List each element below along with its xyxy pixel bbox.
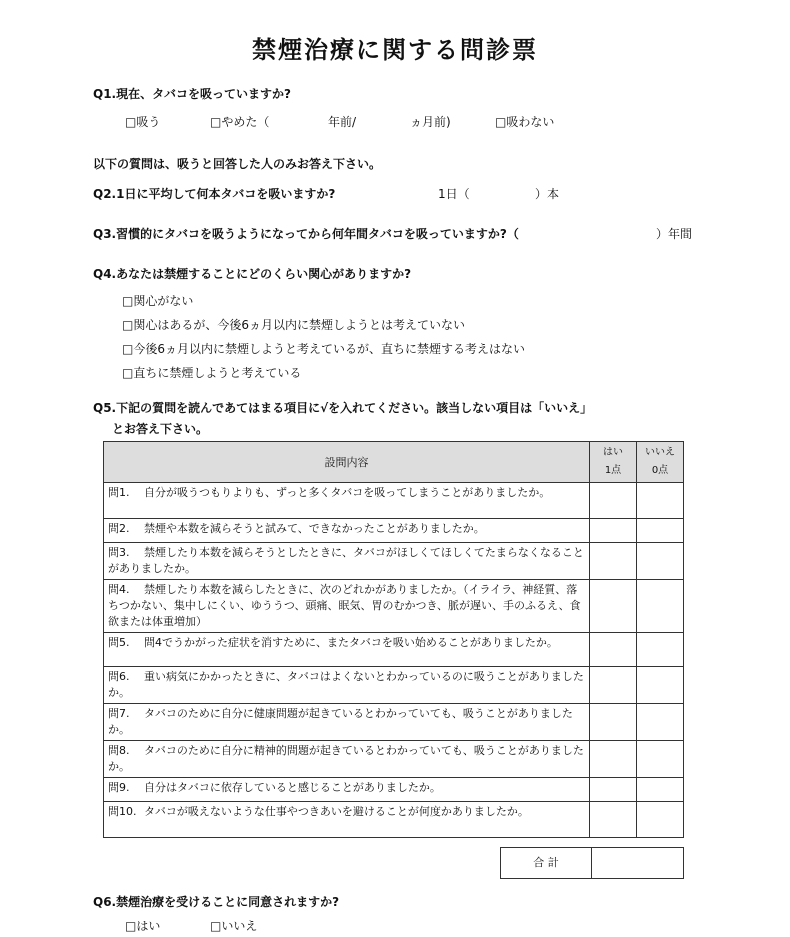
header-no: いいえ 0点 [637,442,684,483]
q4-option-4[interactable]: □ 直ちに禁煙しようと考えている [122,364,301,381]
q4-option-1[interactable]: □ 関心がない [122,292,193,309]
q6-option-no[interactable]: □ いいえ [210,917,257,934]
answer-yes-cell[interactable] [590,704,637,741]
page-title: 禁煙治療に関する問診票 [252,36,538,64]
answer-yes-cell[interactable] [590,580,637,633]
total-value-cell[interactable] [590,847,684,879]
question-text: 禁煙したり本数を減らしたときに、次のどれかがありましたか。（イライラ、神経質、落ちつかない、集中しにくい、ゆううつ、頭痛、眠気、胃のむかつき、脈が遅い、手のふるえ、食欲または体重増加） [108,583,581,628]
q4-question: Q4.あなたは禁煙することにどのくらい関心がありますか? [93,267,412,281]
answer-no-cell[interactable] [637,667,684,704]
q5-question-line1: Q5.下記の質問を読んであてはまる項目に√を入れてください。該当しない項目は「いいえ」 [93,401,593,415]
question-number: 問7. [108,707,130,720]
question-cell [104,741,590,778]
q1-months-ago: ヵ月前) [410,115,451,129]
answer-yes-cell[interactable] [590,483,637,519]
answer-no-cell[interactable] [637,519,684,543]
answer-yes-cell[interactable] [590,667,637,704]
answer-no-cell[interactable] [637,802,684,838]
question-text: 自分が吸うつもりよりも、ずっと多くタバコを吸ってしまうことがありましたか。 [144,486,551,499]
q2-question: Q2.1日に平均して何本タバコを吸いますか? [93,187,336,201]
table-row [104,483,684,519]
q2-answer-prefix: 1日（ [438,187,470,201]
answer-no-cell[interactable] [637,633,684,667]
q1-option-nonsmoker[interactable]: □ 吸わない [495,113,554,130]
question-text: 禁煙したり本数を減らそうとしたときに、タバコがほしくてほしくてたまらなくなることがありましたか。 [108,546,584,575]
answer-yes-cell[interactable] [590,519,637,543]
question-number: 問4. [108,583,130,596]
question-text: 問4でうかがった症状を消すために、またタバコを吸い始めることがありましたか。 [144,636,558,649]
question-text: 重い病気にかかったときに、タバコはよくないとわかっているのに吸うことがありましたか。 [108,670,584,699]
table-row [104,633,684,667]
answer-no-cell[interactable] [637,741,684,778]
table-row [104,802,684,838]
question-number: 問5. [108,636,130,649]
question-number: 問10. [108,805,137,818]
q6-option-yes[interactable]: □ はい [125,917,160,934]
question-number: 問6. [108,670,130,683]
question-cell [104,802,590,838]
answer-yes-cell[interactable] [590,802,637,838]
answer-yes-cell[interactable] [590,778,637,802]
table-row [104,778,684,802]
answer-no-cell[interactable] [637,778,684,802]
q4-option-3[interactable]: □ 今後6ヵ月以内に禁煙しようと考えているが、直ちに禁煙する考えはない [122,340,525,357]
smoker-note: 以下の質問は、吸うと回答した人のみお答え下さい。 [93,157,382,171]
q4-option-2[interactable]: □ 関心はあるが、今後6ヵ月以内に禁煙しようとは考えていない [122,316,465,333]
table-row [104,667,684,704]
question-cell [104,704,590,741]
question-text: タバコのために自分に健康問題が起きているとわかっていても、吸うことがありましたか。 [108,707,573,736]
question-text: 自分はタバコに依存していると感じることがありましたか。 [144,781,441,794]
header-content: 設問内容 [104,442,590,483]
q3-question: Q3.習慣的にタバコを吸うようになってから何年間タバコを吸っていますか?（ [93,227,519,241]
q2-answer-suffix: ）本 [535,187,560,201]
question-text: 禁煙や本数を減らそうと試みて、できなかったことがありましたか。 [144,522,485,535]
q1-option-quit[interactable]: □ やめた（ [210,113,269,130]
answer-yes-cell[interactable] [590,633,637,667]
answer-no-cell[interactable] [637,580,684,633]
question-cell [104,483,590,519]
table-header-row [104,442,684,483]
question-cell [104,633,590,667]
header-yes: はい 1点 [590,442,637,483]
q3-answer-suffix: ）年間 [656,227,693,241]
answer-no-cell[interactable] [637,704,684,741]
q5-table [103,441,684,838]
answer-no-cell[interactable] [637,483,684,519]
answer-yes-cell[interactable] [590,741,637,778]
table-row [104,519,684,543]
question-cell [104,667,590,704]
question-cell [104,543,590,580]
table-row [104,543,684,580]
answer-yes-cell[interactable] [590,543,637,580]
table-row [104,580,684,633]
question-text: タバコのために自分に精神的問題が起きているとわかっていても、吸うことがありましたか。 [108,744,584,773]
question-text: タバコが吸えないような仕事やつきあいを避けることが何度かありましたか。 [144,805,529,818]
question-cell [104,580,590,633]
question-number: 問3. [108,546,130,559]
total-label: 合 計 [500,847,592,879]
question-number: 問8. [108,744,130,757]
q6-question: Q6.禁煙治療を受けることに同意されますか? [93,895,340,909]
question-cell [104,778,590,802]
question-number: 問1. [108,486,130,499]
question-number: 問2. [108,522,130,535]
q1-option-smoke[interactable]: □ 吸う [125,113,160,130]
table-row [104,704,684,741]
question-cell [104,519,590,543]
q5-question-line2: とお答え下さい。 [112,422,209,436]
table-row [104,741,684,778]
q1-years-ago: 年前/ [328,115,357,129]
question-number: 問9. [108,781,130,794]
q1-question: Q1.現在、タバコを吸っていますか? [93,87,291,101]
answer-no-cell[interactable] [637,543,684,580]
